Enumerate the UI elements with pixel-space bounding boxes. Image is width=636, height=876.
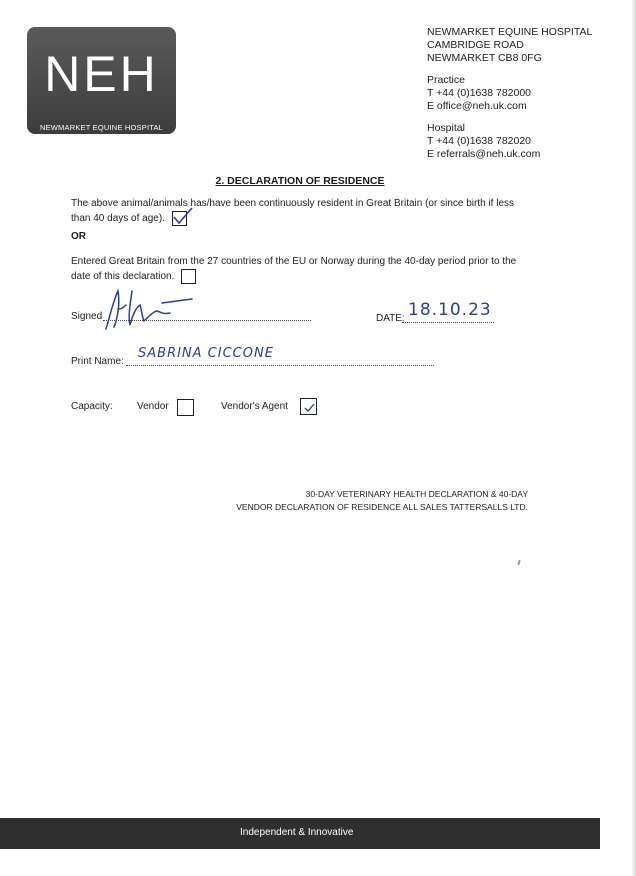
print-name-line: [126, 365, 434, 366]
bottom-bar: [0, 818, 600, 849]
hospital-name: NEWMARKET EQUINE HOSPITAL: [427, 26, 593, 38]
address-block: [427, 26, 592, 161]
footer-note-line1: 30-DAY VETERINARY HEALTH DECLARATION & 40-DAY: [305, 489, 528, 499]
vendors-agent-label: Vendor's Agent: [221, 401, 288, 412]
vendor-checkbox[interactable]: [177, 399, 194, 416]
check-mark-icon: [301, 399, 317, 415]
town: NEWMARKET CB8 0FG: [427, 52, 542, 64]
date-value: 18.10.23: [408, 300, 492, 320]
scan-speck: [517, 560, 520, 565]
logo-subtitle: NEWMARKET EQUINE HOSPITAL: [39, 123, 164, 132]
check-mark-icon: [172, 206, 194, 226]
signed-label: Signed: [71, 311, 103, 322]
option1-paragraph: [71, 196, 533, 226]
option2-checkbox[interactable]: [181, 269, 196, 284]
logo-letters: NEH: [44, 46, 159, 102]
footer-note: [236, 488, 528, 514]
hospital-heading: Hospital: [427, 122, 465, 134]
footer-note-line2: VENDOR DECLARATION OF RESIDENCE ALL SALES TATTERSALLS LTD.: [236, 502, 528, 512]
signature-scribble: [100, 285, 210, 335]
print-name-label: Print Name:: [71, 356, 124, 367]
practice-email: E office@neh.uk.com: [427, 100, 527, 112]
capacity-label: Capacity:: [71, 401, 113, 412]
option2-paragraph: [71, 254, 533, 284]
vendors-agent-checkbox[interactable]: [300, 398, 317, 415]
or-label: OR: [71, 231, 86, 242]
hospital-phone: T +44 (0)1638 782020: [427, 135, 532, 147]
print-name-value: SABRINA CICCONE: [138, 346, 274, 361]
vendor-label: Vendor: [137, 401, 169, 412]
scan-edge: [632, 0, 636, 876]
date-label: DATE:: [376, 313, 405, 324]
practice-phone: T +44 (0)1638 782000: [427, 87, 532, 99]
date-line: [402, 322, 494, 323]
tagline: Independent & Innovative: [240, 827, 354, 838]
option1-checkbox[interactable]: [172, 211, 187, 226]
street: CAMBRIDGE ROAD: [427, 39, 524, 51]
option2-text: Entered Great Britain from the 27 countries of the EU or Norway during the 40-day period prior to the date of this declaration.: [71, 256, 517, 283]
section-title: 2. DECLARATION OF RESIDENCE: [215, 175, 385, 187]
option1-text: The above animal/animals has/have been continuously resident in Great Britain (or since birth if less than 40 days of age).: [71, 198, 515, 225]
hospital-email: E referrals@neh.uk.com: [427, 148, 541, 160]
practice-heading: Practice: [427, 74, 465, 86]
neh-logo: [27, 27, 176, 134]
